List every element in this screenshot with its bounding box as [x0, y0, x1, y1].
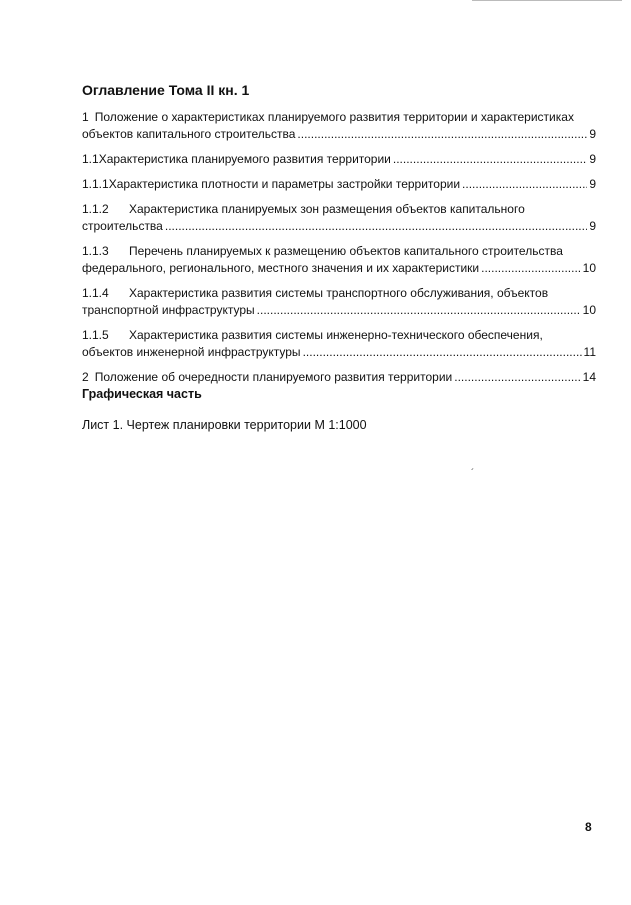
graphic-sheet-entry: Лист 1. Чертеж планировки территории М 1:1000	[82, 418, 367, 432]
toc-leader-dots	[297, 126, 587, 143]
toc-entry-number: 2	[82, 370, 89, 384]
toc-entry-number: 1.1.3	[82, 244, 109, 258]
toc-leader-dots	[303, 344, 582, 361]
scan-edge-line	[472, 0, 622, 1]
toc-entry-number: 1.1.5	[82, 328, 109, 342]
toc-entry-page: 9	[589, 219, 596, 233]
toc-entry-label-line1: Перечень планируемых к размещению объектов капитального строительства	[129, 244, 563, 258]
toc-leader-dots	[481, 260, 581, 277]
toc-entry-page: 9	[589, 127, 596, 141]
toc-leader-dots	[454, 369, 580, 386]
toc-entry-2[interactable]	[82, 369, 596, 386]
toc-entry-label: федерального, регионального, местного значения и их характеристики	[82, 261, 480, 275]
toc-entry-page: 9	[589, 152, 596, 166]
toc-entry-number: 1.1.1	[82, 177, 109, 191]
toc-entry-1[interactable]	[82, 109, 596, 143]
toc-entry-label: строительства	[82, 219, 163, 233]
toc-entry-page: 10	[582, 303, 596, 317]
toc-title: Оглавление Тома II кн. 1	[82, 82, 250, 98]
toc-entry-1-1[interactable]	[82, 151, 596, 168]
toc-entry-1-1-5[interactable]	[82, 327, 596, 361]
toc-entry-1-1-2[interactable]	[82, 201, 596, 235]
toc-entry-number: 1.1	[82, 152, 99, 166]
toc-entry-label-line1: Характеристика планируемых зон размещения объектов капитального	[129, 202, 525, 216]
toc-leader-dots	[165, 218, 587, 235]
toc-entry-number: 1.1.2	[82, 202, 109, 216]
toc-entry-number: 1.1.4	[82, 286, 109, 300]
toc-entry-label: Положение об очередности планируемого развития территории	[94, 370, 453, 384]
toc-entry-label: объектов инженерной инфраструктуры	[82, 345, 301, 359]
toc-entry-page: 14	[582, 370, 596, 384]
toc-leader-dots	[257, 302, 581, 319]
toc-entry-label: Характеристика планируемого развития территории	[98, 152, 391, 166]
page-number: 8	[585, 820, 592, 834]
toc-entry-label-line1: Характеристика развития системы транспортного обслуживания, объектов	[129, 286, 549, 300]
toc-entry-number: 1	[82, 110, 89, 124]
toc-entry-label: Характеристика плотности и параметры застройки территории	[108, 177, 461, 191]
stray-mark: ´	[471, 468, 475, 479]
toc-entry-1-1-4[interactable]	[82, 285, 596, 319]
toc-entry-label: объектов капитального строительства	[82, 127, 296, 141]
toc-leader-dots	[462, 176, 587, 193]
toc-entry-label-line1: Характеристика развития системы инженерно-технического обеспечения,	[129, 328, 543, 342]
toc-entry-page: 9	[589, 177, 596, 191]
toc-entry-1-1-3[interactable]	[82, 243, 596, 277]
graphic-section-heading: Графическая часть	[82, 387, 202, 401]
toc-entry-1-1-1[interactable]	[82, 176, 596, 193]
toc-leader-dots	[393, 151, 587, 168]
toc-entry-page: 10	[582, 261, 596, 275]
toc-entry-page: 11	[583, 345, 596, 359]
table-of-contents	[82, 109, 596, 386]
toc-entry-label: транспортной инфраструктуры	[82, 303, 255, 317]
toc-entry-label-line1: Положение о характеристиках планируемого развития территории и характеристиках	[94, 110, 574, 124]
